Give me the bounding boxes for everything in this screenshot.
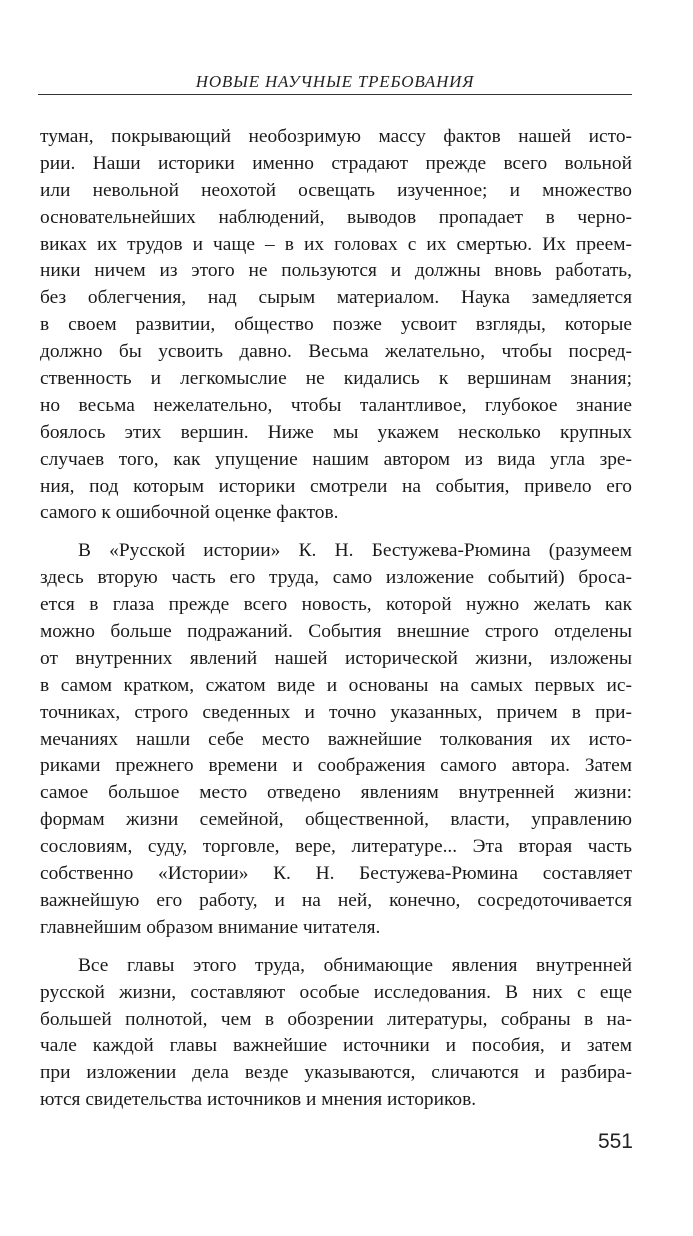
paragraph-gap <box>40 527 632 538</box>
text-line: ются свидетельства источников и мнения историков. <box>40 1089 477 1111</box>
text-line: ственность и легкомыслие не кидались к вершинам знания; <box>40 368 632 390</box>
body-text <box>40 124 632 1114</box>
text-line: русской жизни, составляют особые исследования. В них с еще <box>40 981 632 1003</box>
text-line: ния, под которым историки смотрели на события, привело его <box>40 475 632 497</box>
paragraph-3 <box>40 953 632 1114</box>
text-line: ники ничем из этого не пользуются и должны вновь работать, <box>40 260 632 282</box>
text-line: туман, покрывающий необозримую массу фактов нашей исто- <box>40 126 632 147</box>
text-line: мечаниях нашли себе место важнейшие толкования их исто- <box>40 728 632 750</box>
text-line: должно бы усвоить давно. Весьма желательно, чтобы посред- <box>40 341 632 363</box>
text-line: основательнейших наблюдений, выводов пропадает в черно- <box>40 206 632 228</box>
text-line: без облегчения, над сырым материалом. Наука замедляется <box>40 287 632 309</box>
text-line: главнейшим образом внимание читателя. <box>40 916 381 938</box>
header-rule <box>38 94 632 95</box>
text-line: при изложении дела везде указываются, сличаются и разбира- <box>40 1062 632 1084</box>
paragraph-2 <box>40 538 632 941</box>
text-line: точниках, строго сведенных и точно указанных, причем в при- <box>40 701 632 723</box>
text-line: от внутренних явлений нашей исторической жизни, изложены <box>40 647 632 669</box>
text-line: ется в глаза прежде всего новость, которой нужно желать как <box>40 594 632 616</box>
text-line: риками прежнего времени и соображения самого автора. Затем <box>40 755 632 777</box>
text-line: случаев того, как упущение нашим автором из вида угла зре- <box>40 448 632 470</box>
text-line: самого к ошибочной оценке фактов. <box>40 502 339 524</box>
text-line: рии. Наши историки именно страдают прежде всего вольной <box>40 152 632 174</box>
text-line: но весьма нежелательно, чтобы талантливое, глубокое знание <box>40 394 632 416</box>
text-line: можно больше подражаний. События внешние строго отделены <box>40 621 632 643</box>
text-line: в своем развитии, общество позже усвоит взгляды, которые <box>40 314 632 336</box>
running-header: НОВЫЕ НАУЧНЫЕ ТРЕБОВАНИЯ <box>195 72 475 91</box>
text-line: В «Русской истории» К. Н. Бестужева-Рюмина (разумеем <box>78 540 632 562</box>
text-line: виках их трудов и чаще – в их головах с их смертью. Их преем- <box>40 233 632 255</box>
text-line: в самом кратком, сжатом виде и основаны на самых первых ис- <box>40 674 632 696</box>
text-line: или невольной неохотой освещать изученное; и множество <box>40 179 632 201</box>
paragraph-1 <box>40 124 632 527</box>
text-line: формам жизни семейной, общественной, власти, управлению <box>40 809 632 831</box>
text-line: собственно «Истории» К. Н. Бестужева-Рюмина составляет <box>40 863 632 885</box>
text-line: большей полнотой, чем в обозрении литературы, собраны в на- <box>40 1008 632 1030</box>
text-line: здесь вторую часть его труда, само изложение событий) броса- <box>40 567 632 589</box>
text-line: сословиям, суду, торговле, вере, литературе... Эта вторая часть <box>40 836 632 858</box>
text-line: боялось этих вершин. Ниже мы укажем несколько крупных <box>40 421 632 443</box>
page-number: 551 <box>597 1130 633 1153</box>
text-line: самое большое место отведено явлениям внутренней жизни: <box>40 782 632 804</box>
paragraph-gap <box>40 942 632 953</box>
text-line: Все главы этого труда, обнимающие явления внутренней <box>78 954 632 976</box>
text-line: важнейшую его работу, и на ней, конечно, сосредоточивается <box>40 889 632 911</box>
text-line: чале каждой главы важнейшие источники и пособия, и затем <box>40 1035 632 1057</box>
